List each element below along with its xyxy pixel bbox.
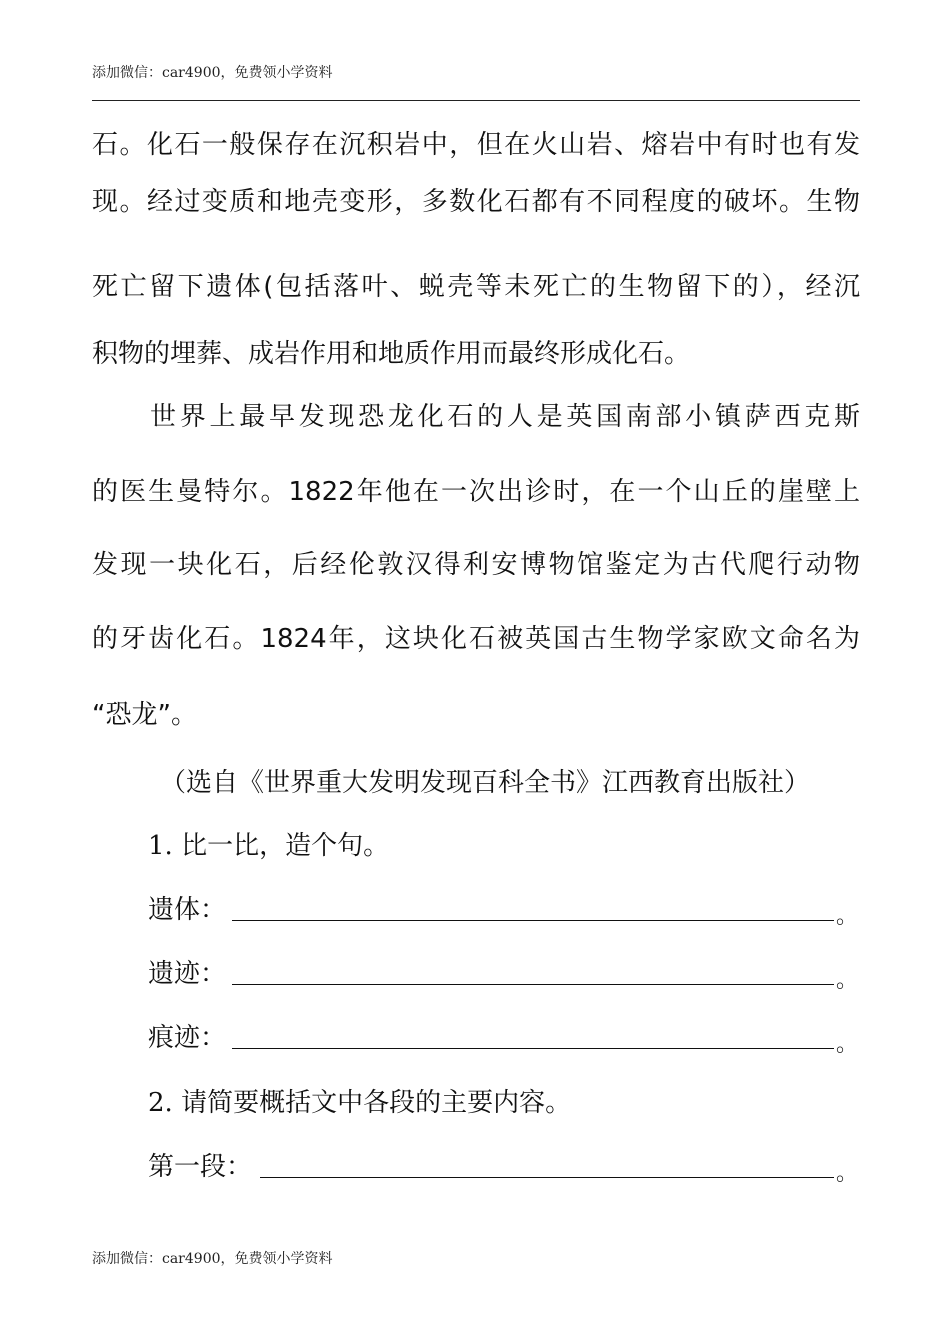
question2-label-para1: 第一段： — [148, 1152, 253, 1182]
paragraph1-line: 石。化石一般保存在沉积岩中，但在火山岩、熔岩中有时也有发 — [92, 130, 860, 160]
question2-title: 2. 请简要概括文中各段的主要内容。 — [148, 1088, 572, 1118]
question1-title: 1. 比一比，造个句。 — [148, 831, 390, 861]
question1-label-henji: 痕迹： — [148, 1023, 227, 1053]
question1-end-yiji: 。 — [836, 968, 859, 993]
page-header: 添加微信：car4900，免费领小学资料 — [92, 65, 333, 81]
paragraph2-line: 发现一块化石，后经伦敦汉得利安博物馆鉴定为古代爬行动物 — [92, 550, 860, 580]
paragraph2-line: 世界上最早发现恐龙化石的人是英国南部小镇萨西克斯 — [150, 402, 860, 432]
question2-end-para1: 。 — [836, 1161, 859, 1186]
answer-blank-yiti[interactable] — [232, 920, 834, 921]
source-citation: （选自《世界重大发明发现百科全书》江西教育出版社） — [160, 768, 811, 798]
paragraph2-line: 的医生曼特尔。1822年他在一次出诊时，在一个山丘的崖壁上 — [92, 477, 860, 507]
question1-end-yiti: 。 — [836, 904, 859, 929]
answer-blank-yiji[interactable] — [232, 984, 834, 985]
page-footer: 添加微信：car4900，免费领小学资料 — [92, 1251, 333, 1267]
header-divider — [92, 100, 860, 101]
paragraph1-line: 积物的埋葬、成岩作用和地质作用而最终形成化石。 — [92, 339, 691, 369]
question1-label-yiti: 遗体： — [148, 895, 227, 925]
paragraph2-line: “恐龙”。 — [92, 700, 197, 730]
paragraph1-line: 现。经过变质和地壳变形，多数化石都有不同程度的破坏。生物 — [92, 187, 860, 217]
paragraph2-line: 的牙齿化石。1824年，这块化石被英国古生物学家欧文命名为 — [92, 624, 860, 654]
question1-end-henji: 。 — [836, 1032, 859, 1057]
answer-blank-para1[interactable] — [260, 1177, 834, 1178]
answer-blank-henji[interactable] — [232, 1048, 834, 1049]
paragraph1-line: 死亡留下遗体(包括落叶、蜕壳等未死亡的生物留下的），经沉 — [92, 272, 860, 302]
question1-label-yiji: 遗迹： — [148, 959, 227, 989]
